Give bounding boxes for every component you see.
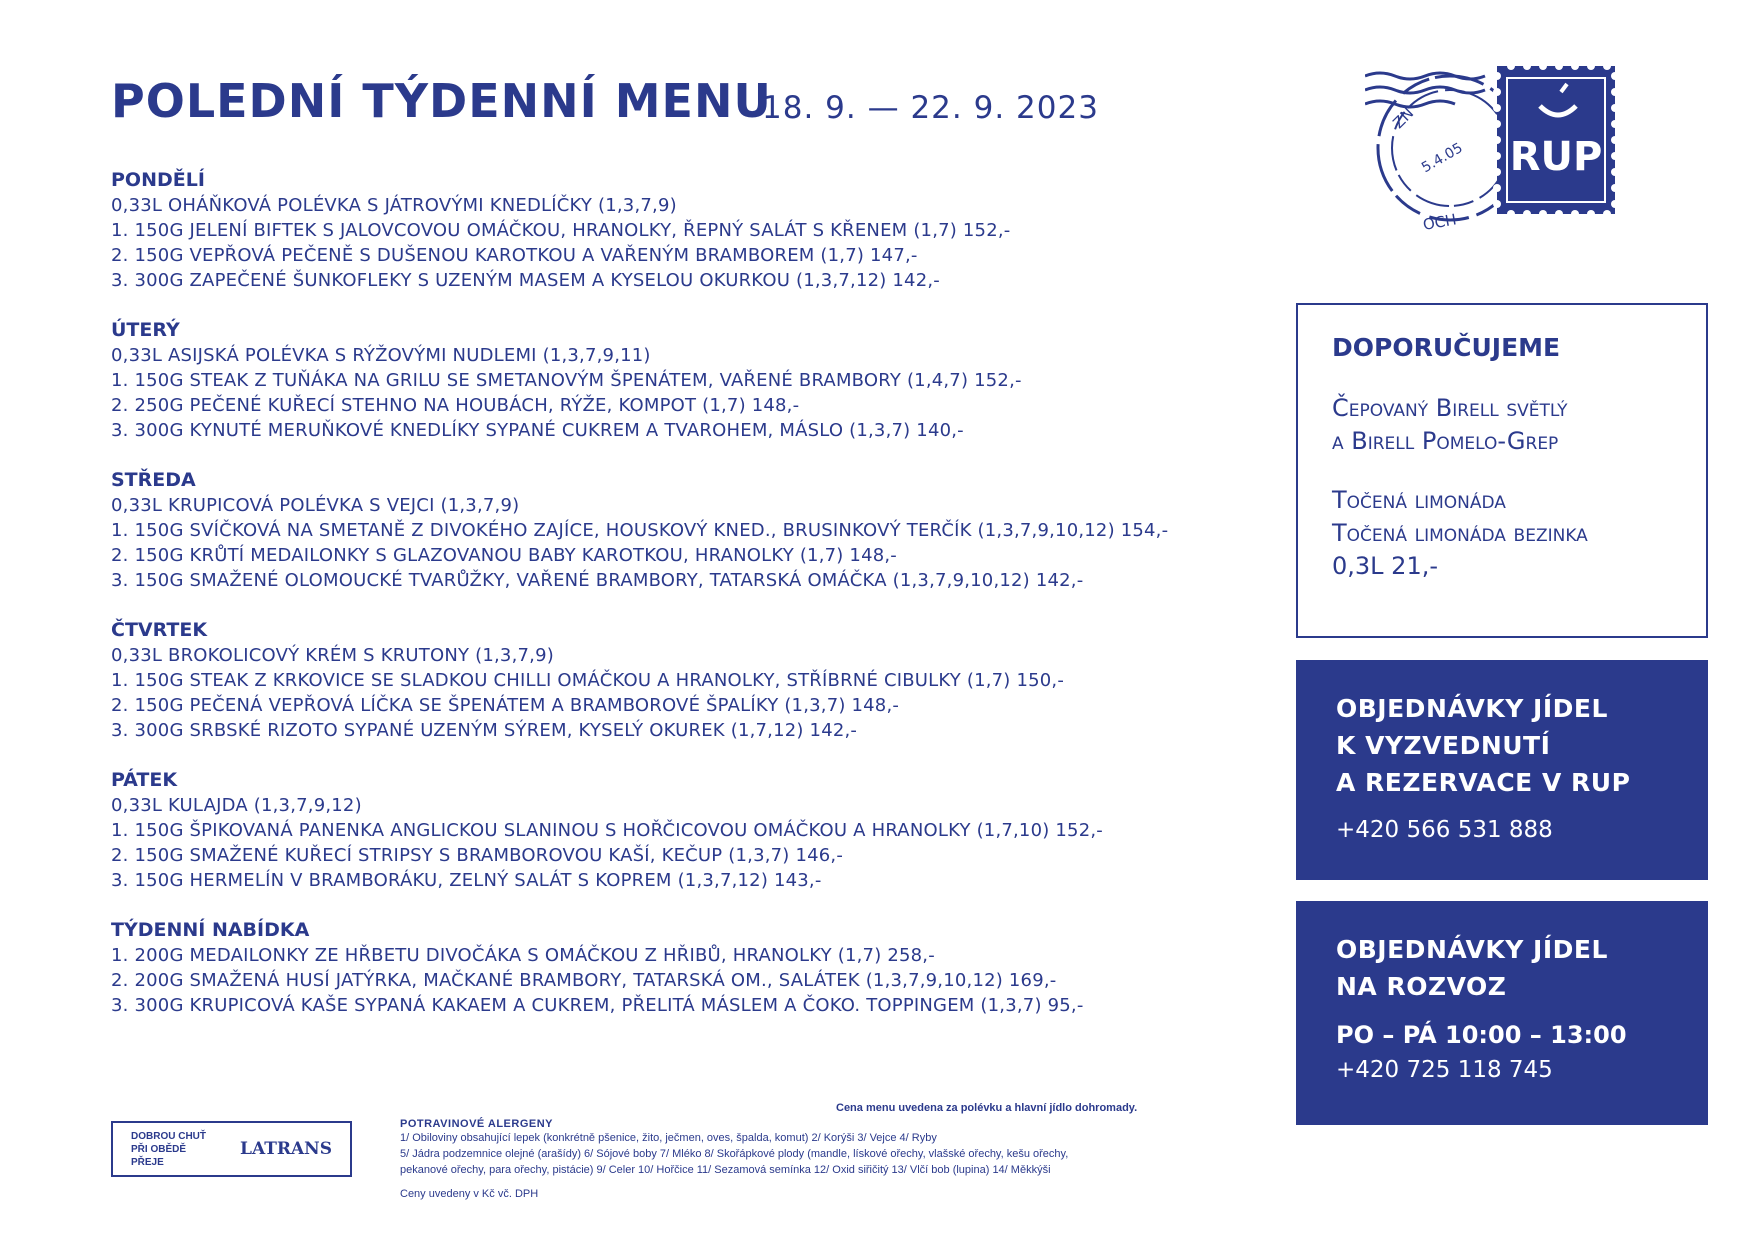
menu-item: 3. 300G ZAPEČENÉ ŠUNKOFLEKY S UZENÝM MASEM A KYSELOU OKURKOU (1,3,7,12) 142,- <box>111 270 940 291</box>
menu-item: 2. 150G KRŮTÍ MEDAILONKY S GLAZOVANOU BABY KAROTKOU, HRANOLKY (1,7) 148,- <box>111 545 897 566</box>
stamp-logo-text: RUP <box>1509 134 1603 180</box>
day-title: PÁTEK <box>111 769 178 791</box>
weekly-menu <box>111 168 1291 1043</box>
menu-item: 1. 150G SVÍČKOVÁ NA SMETANĚ Z DIVOKÉHO ZAJÍCE, HOUSKOVÝ KNED., BRUSINKOVÝ TERČÍK (1,3,7,9,10,12) 154,- <box>111 520 1169 541</box>
day-title: STŘEDA <box>111 469 196 491</box>
price-note: Cena menu uvedena za polévku a hlavní jídlo dohromady. <box>836 1102 1138 1114</box>
recommend-line: Točená limonáda <box>1332 486 1506 514</box>
menu-item: 3. 300G KYNUTÉ MERUŇKOVÉ KNEDLÍKY SYPANÉ CUKREM A TVAROHEM, MÁSLO (1,3,7) 140,- <box>111 420 964 441</box>
menu-item: 2. 150G SMAŽENÉ KUŘECÍ STRIPSY S BRAMBOROVOU KAŠÍ, KEČUP (1,3,7) 146,- <box>111 845 844 866</box>
recommend-line: Čepovaný Birell světlý <box>1332 394 1568 422</box>
menu-item: 1. 150G ŠPIKOVANÁ PANENKA ANGLICKOU SLANINOU S HOŘČICOVOU OMÁČKOU A HRANOLKY (1,7,10) 152,- <box>111 820 1103 841</box>
postmark-text: 5.4.05 <box>1419 140 1466 177</box>
prices-note: Ceny uvedeny v Kč vč. DPH <box>400 1188 539 1200</box>
wish-line: PŘI OBĚDĚ PŘEJE <box>131 1143 187 1168</box>
wish-text <box>131 1130 218 1169</box>
day-monday <box>111 168 1291 293</box>
allergens-line: 5/ Jádra podzemnice olejné (arašídy) 6/ Sójové boby 7/ Mléko 8/ Skořápkové plody (mandle, lískové ořechy, vlašské ořechy, kešu ořechy, <box>400 1148 1069 1160</box>
allergens-legend <box>400 1118 1240 1200</box>
delivery-order-box <box>1296 901 1708 1125</box>
pickup-title-line: A REZERVACE V RUP <box>1336 768 1631 797</box>
menu-item: 2. 150G VEPŘOVÁ PEČENĚ S DUŠENOU KAROTKOU A VAŘENÝM BRAMBOREM (1,7) 147,- <box>111 245 918 266</box>
menu-item: 1. 150G STEAK Z KRKOVICE SE SLADKOU CHILLI OMÁČKOU A HRANOLKY, STŘÍBRNÉ CIBULKY (1,7) 150,- <box>111 670 1065 691</box>
allergens-line: pekanové ořechy, para ořechy, pistácie) 9/ Celer 10/ Hořčice 11/ Sezamová semínka 12/ Oxid siřičitý 13/ Vlčí bob (lupina) 14/ Měkkýši <box>400 1164 1051 1176</box>
rup-stamp-logo <box>1365 48 1635 238</box>
weekly-offer <box>111 918 1291 1018</box>
menu-item: 0,33L OHÁŇKOVÁ POLÉVKA S JÁTROVÝMI KNEDLÍČKY (1,3,7,9) <box>111 195 677 216</box>
wish-line: DOBROU CHUŤ <box>131 1130 206 1142</box>
day-title: ČTVRTEK <box>111 619 208 641</box>
menu-item: 0,33L ASIJSKÁ POLÉVKA S RÝŽOVÝMI NUDLEMI (1,3,7,9,11) <box>111 345 651 366</box>
postmark-small-text: ZN <box>1389 104 1418 133</box>
day-wednesday <box>111 468 1291 593</box>
menu-item: 1. 150G STEAK Z TUŇÁKA NA GRILU SE SMETANOVÝM ŠPENÁTEM, VAŘENÉ BRAMBORY (1,4,7) 152,- <box>111 370 1022 391</box>
menu-item: 3. 300G KRUPICOVÁ KAŠE SYPANÁ KAKAEM A CUKREM, PŘELITÁ MÁSLEM A ČOKO. TOPPINGEM (1,3,7) 95,- <box>111 995 1084 1016</box>
day-title: ÚTERÝ <box>111 319 180 341</box>
menu-item: 2. 150G PEČENÁ VEPŘOVÁ LÍČKA SE ŠPENÁTEM A BRAMBOROVÉ ŠPALÍKY (1,3,7) 148,- <box>111 695 900 716</box>
latrans-logo: LATRANS <box>240 1139 332 1159</box>
day-title: TÝDENNÍ NABÍDKA <box>111 919 310 941</box>
recommend-line: a Birell Pomelo-Grep <box>1332 427 1559 455</box>
delivery-hours: PO – PÁ 10:00 – 13:00 <box>1336 1021 1627 1049</box>
menu-item: 3. 150G SMAŽENÉ OLOMOUCKÉ TVARŮŽKY, VAŘENÉ BRAMBORY, TATARSKÁ OMÁČKA (1,3,7,9,10,12) 142,- <box>111 570 1084 591</box>
menu-item: 0,33L KULAJDA (1,3,7,9,12) <box>111 795 362 816</box>
date-range: 18. 9. — 22. 9. 2023 <box>762 90 1099 126</box>
delivery-title-line: NA ROZVOZ <box>1336 972 1507 1001</box>
menu-item: 0,33L KRUPICOVÁ POLÉVKA S VEJCI (1,3,7,9) <box>111 495 520 516</box>
menu-item: 1. 200G MEDAILONKY ZE HŘBETU DIVOČÁKA S OMÁČKOU Z HŘIBŮ, HRANOLKY (1,7) 258,- <box>111 945 935 966</box>
menu-item: 3. 300G SRBSKÉ RIZOTO SYPANÉ UZENÝM SÝREM, KYSELÝ OKUREK (1,7,12) 142,- <box>111 720 858 741</box>
pickup-title-line: K VYZVEDNUTÍ <box>1336 731 1551 760</box>
menu-item: 2. 250G PEČENÉ KUŘECÍ STEHNO NA HOUBÁCH, RÝŽE, KOMPOT (1,7) 148,- <box>111 395 800 416</box>
postmark-bottom-text: OCH <box>1421 210 1458 234</box>
day-thursday <box>111 618 1291 743</box>
day-tuesday <box>111 318 1291 443</box>
recommend-box <box>1296 303 1708 638</box>
delivery-title-line: OBJEDNÁVKY JÍDEL <box>1336 935 1608 964</box>
day-title: PONDĚLÍ <box>111 169 205 191</box>
recommend-line: Točená limonáda bezinka <box>1332 519 1588 547</box>
menu-item: 1. 150G JELENÍ BIFTEK S JALOVCOVOU OMÁČKOU, HRANOLKY, ŘEPNÝ SALÁT S KŘENEM (1,7) 152,- <box>111 220 1011 241</box>
pickup-phone[interactable]: +420 566 531 888 <box>1336 817 1553 843</box>
recommend-price: 0,3L 21,- <box>1332 552 1438 580</box>
allergens-line: 1/ Obiloviny obsahující lepek (konkrétně pšenice, žito, ječmen, oves, špalda, komut) 2/ Korýši 3/ Vejce 4/ Ryby <box>400 1132 937 1144</box>
menu-item: 2. 200G SMAŽENÁ HUSÍ JATÝRKA, MAČKANÉ BRAMBORY, TATARSKÁ OM., SALÁTEK (1,3,7,9,10,12) 169,- <box>111 970 1057 991</box>
allergens-title: POTRAVINOVÉ ALERGENY <box>400 1118 554 1130</box>
page-title: POLEDNÍ TÝDENNÍ MENU <box>111 74 772 128</box>
menu-item: 3. 150G HERMELÍN V BRAMBORÁKU, ZELNÝ SALÁT S KOPREM (1,3,7,12) 143,- <box>111 870 822 891</box>
latrans-badge <box>111 1121 352 1177</box>
pickup-title-line: OBJEDNÁVKY JÍDEL <box>1336 694 1608 723</box>
day-friday <box>111 768 1291 893</box>
menu-item: 0,33L BROKOLICOVÝ KRÉM S KRUTONY (1,3,7,9) <box>111 645 554 666</box>
recommend-title: DOPORUČUJEME <box>1332 333 1561 362</box>
pickup-order-box <box>1296 660 1708 880</box>
delivery-phone[interactable]: +420 725 118 745 <box>1336 1057 1553 1083</box>
